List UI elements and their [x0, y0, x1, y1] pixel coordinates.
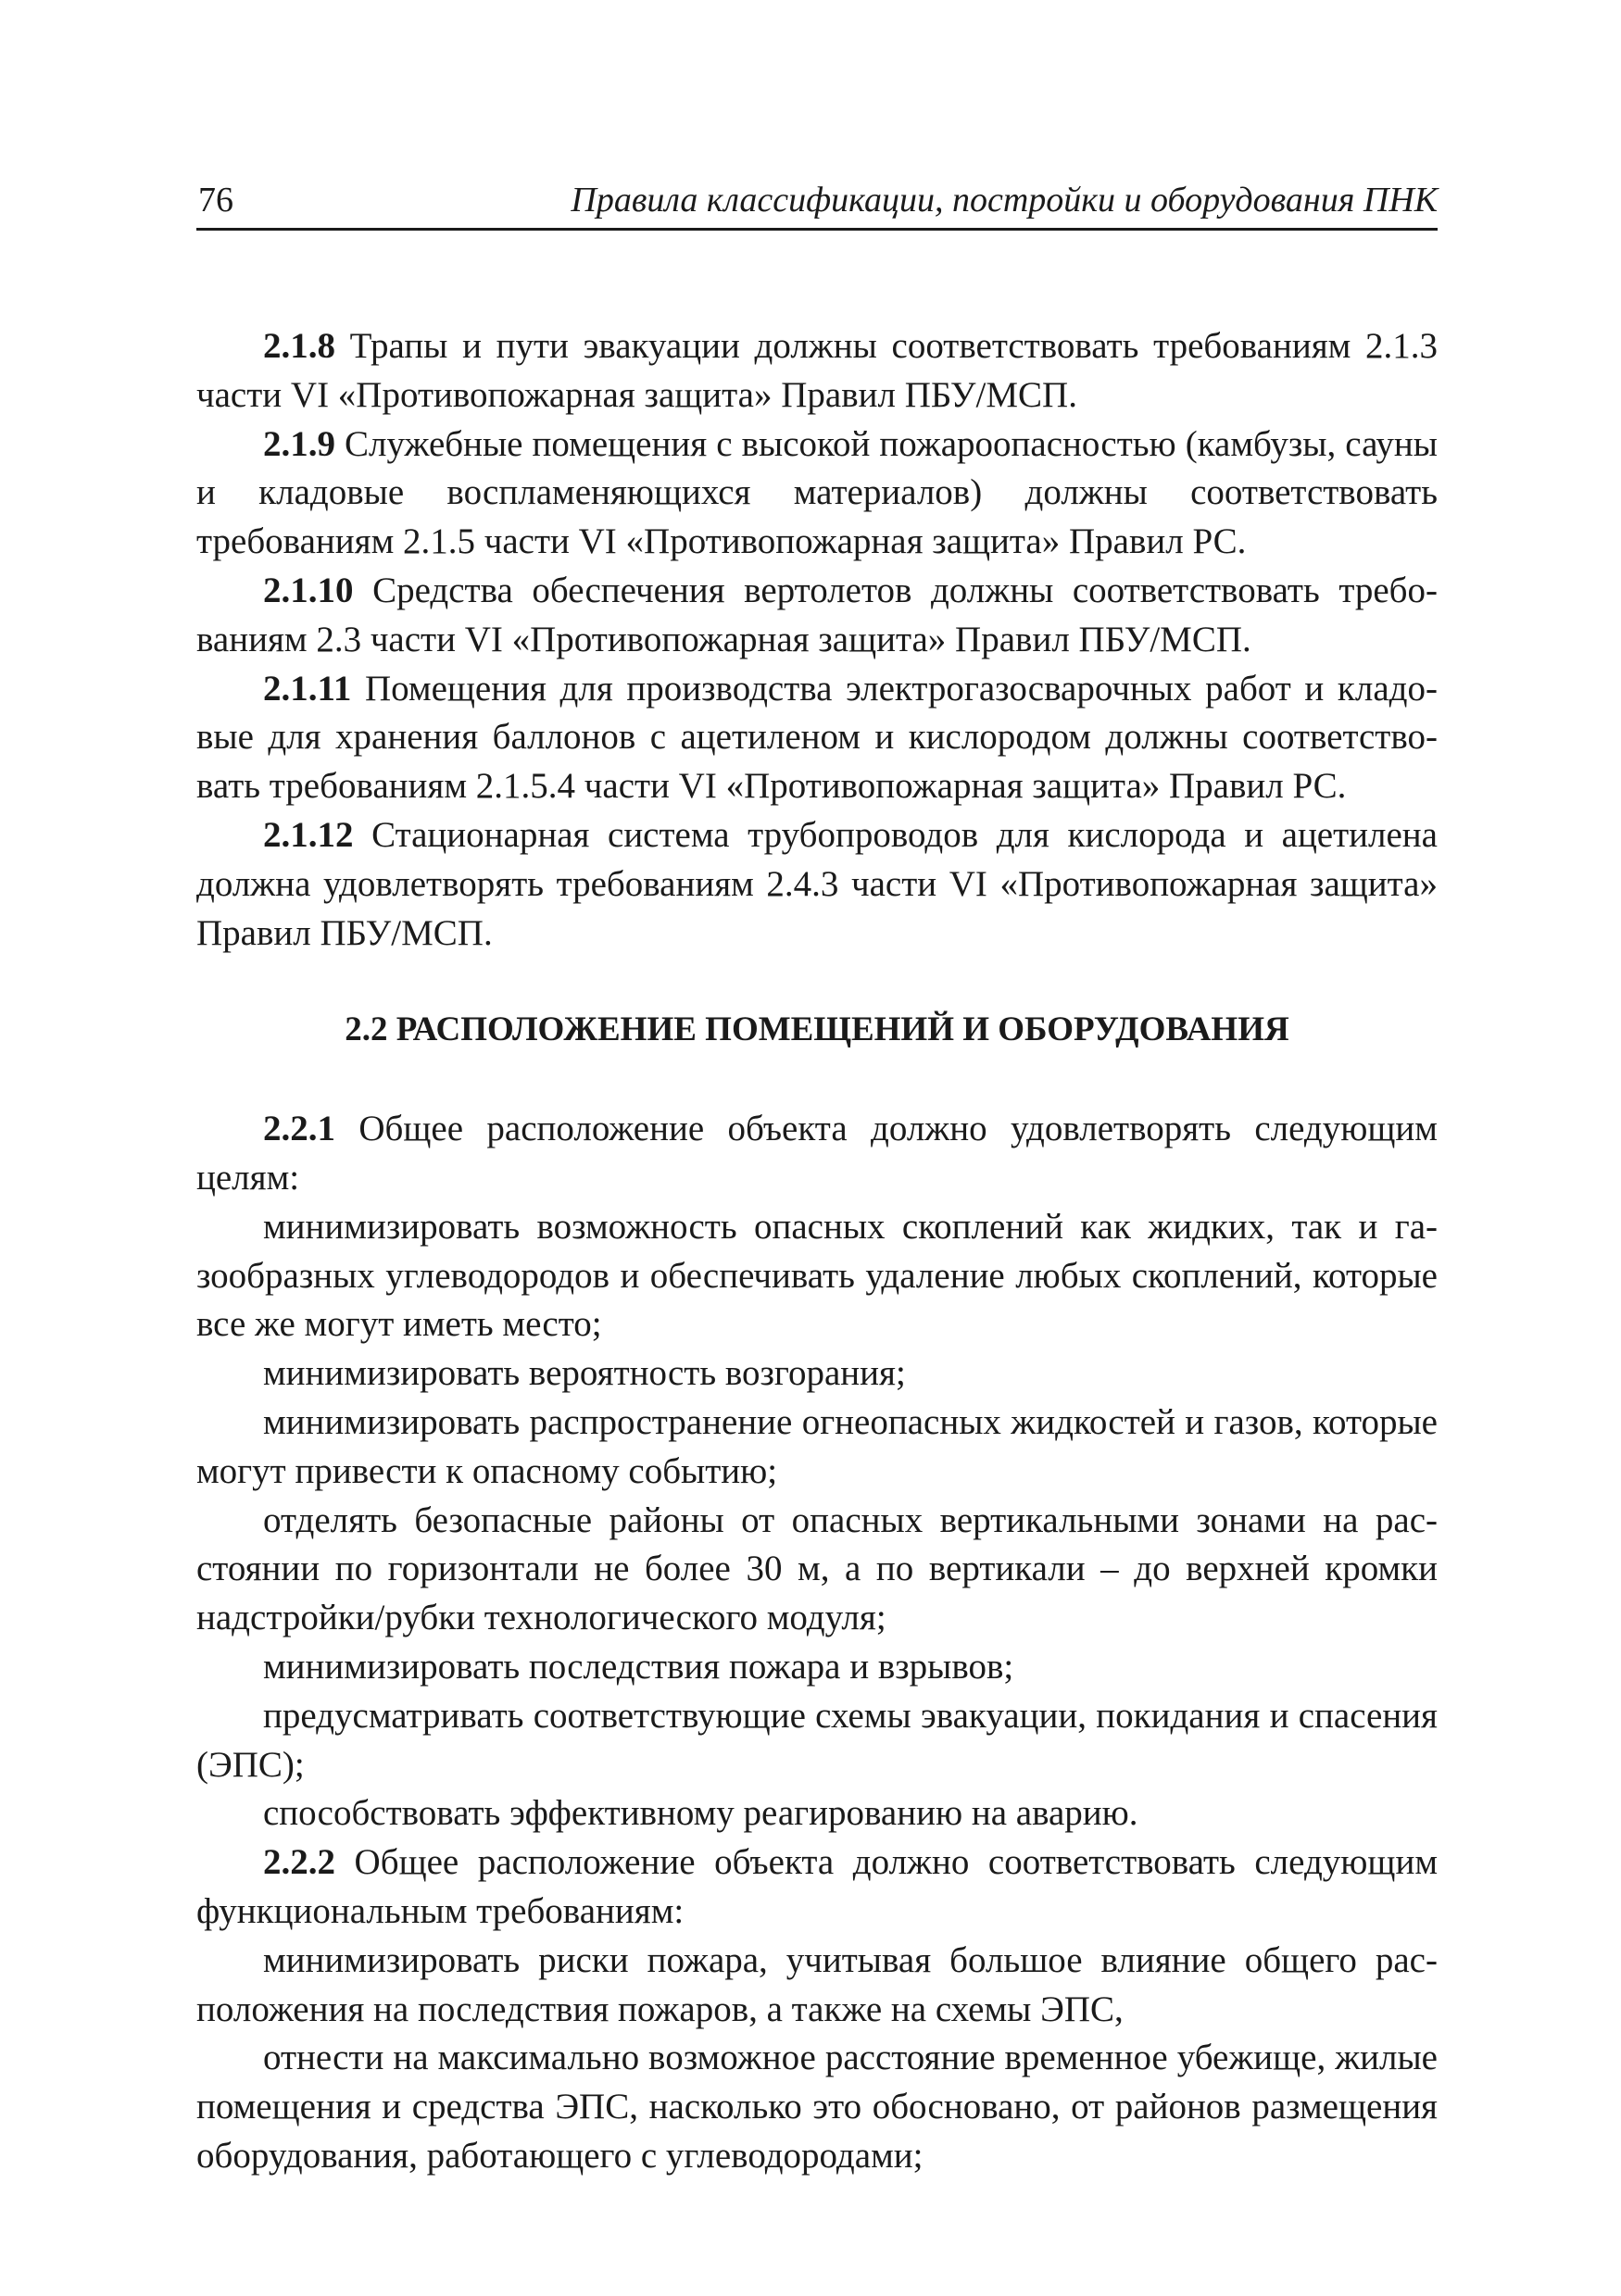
page-number: 76: [198, 181, 233, 220]
page-header: [196, 172, 1438, 231]
list-item: предусматривать соответствующие схемы эвакуации, покидания и спасения (ЭПС);: [196, 1695, 1438, 1785]
clause-2-1-12: [196, 811, 1438, 958]
section-heading: 2.2 РАСПОЛОЖЕНИЕ ПОМЕЩЕНИЙ И ОБОРУДОВАНИЯ: [345, 1010, 1289, 1049]
clause-text: Служебные помещения с высокой пожароопасностью (камбузы, сауны и кладовые воспламеняющихся материалов) должны соответствовать требованиям 2.1.5 части VI «Противопожарная защита» Правил РС.: [196, 423, 1438, 562]
list-item: минимизировать возможность опасных скоплений как жидких, так и газообразных углеводородов и обеспечивать удаление любых скоплений, которые все же могут иметь место;: [196, 1206, 1438, 1345]
clause-number: 2.1.12: [263, 814, 354, 855]
list-item: отнести на максимально возможное расстояние временное убежище, жилые помещения и средства ЭПС, насколько это обосновано, от районов размещения оборудования, работающего с углеводородами;: [196, 2038, 1438, 2176]
clause-number: 2.1.9: [263, 423, 335, 464]
list-item: минимизировать риски пожара, учитывая большое влияние общего расположения на последствия пожаров, а также на схемы ЭПС,: [196, 1939, 1438, 2029]
clause-text: Трапы и пути эвакуации должны соответствовать требованиям 2.1.3 части VI «Противопожарная защита» Правил ПБУ/МСП.: [196, 326, 1438, 415]
running-title: Правила классификации, постройки и оборудования ПНК: [571, 181, 1438, 220]
clause-number: 2.1.10: [263, 570, 354, 610]
list-item: отделять безопасные районы от опасных вертикальными зонами на расстоянии по горизонтали не более 30 м, а по вертикали – до верхней кромки надстройки/рубки технологического модуля;: [196, 1499, 1438, 1638]
clause-number: 2.2.1: [263, 1109, 335, 1149]
clause-2-1-8: [196, 322, 1438, 420]
clause-number: 2.1.11: [263, 668, 352, 709]
clause-text: Помещения для производства электрогазосварочных работ и кладовые для хранения баллонов с ацетиленом и кислородом должны соответствовать требованиям 2.1.5.4 части VI «Противопожарная защита» Правил РС.: [196, 668, 1438, 807]
clause-2-1-11: [196, 665, 1438, 811]
list-item: минимизировать последствия пожара и взрывов;: [263, 1646, 1014, 1687]
clause-text: Стационарная система трубопроводов для кислорода и ацетилена должна удовлетворять требованиям 2.4.3 части VI «Противопожарная защита» Правил ПБУ/МСП.: [196, 814, 1438, 953]
clause-2-2-1: [196, 1105, 1438, 1203]
clause-text: Общее расположение объекта должно соответствовать следующим функциональным требованиям:: [196, 1842, 1438, 1931]
clause-number: 2.2.2: [263, 1842, 335, 1883]
clause-text: Средства обеспечения вертолетов должны соответствовать требованиям 2.3 части VI «Противопожарная защита» Правил ПБУ/МСП.: [196, 570, 1438, 659]
clause-text: Общее расположение объекта должно удовлетворять следующим целям:: [196, 1109, 1438, 1198]
list-item: минимизировать распространение огнеопасных жидкостей и газов, которые могут привести к опасному событию;: [196, 1401, 1438, 1491]
list-item: минимизировать вероятность возгорания;: [263, 1353, 906, 1394]
page-body: [196, 322, 1438, 2181]
clause-2-1-10: [196, 567, 1438, 665]
clause-2-2-2: [196, 1838, 1438, 1937]
clause-2-1-9: [196, 420, 1438, 567]
list-item: способствовать эффективному реагированию на аварию.: [263, 1793, 1138, 1834]
clause-number: 2.1.8: [263, 326, 335, 366]
